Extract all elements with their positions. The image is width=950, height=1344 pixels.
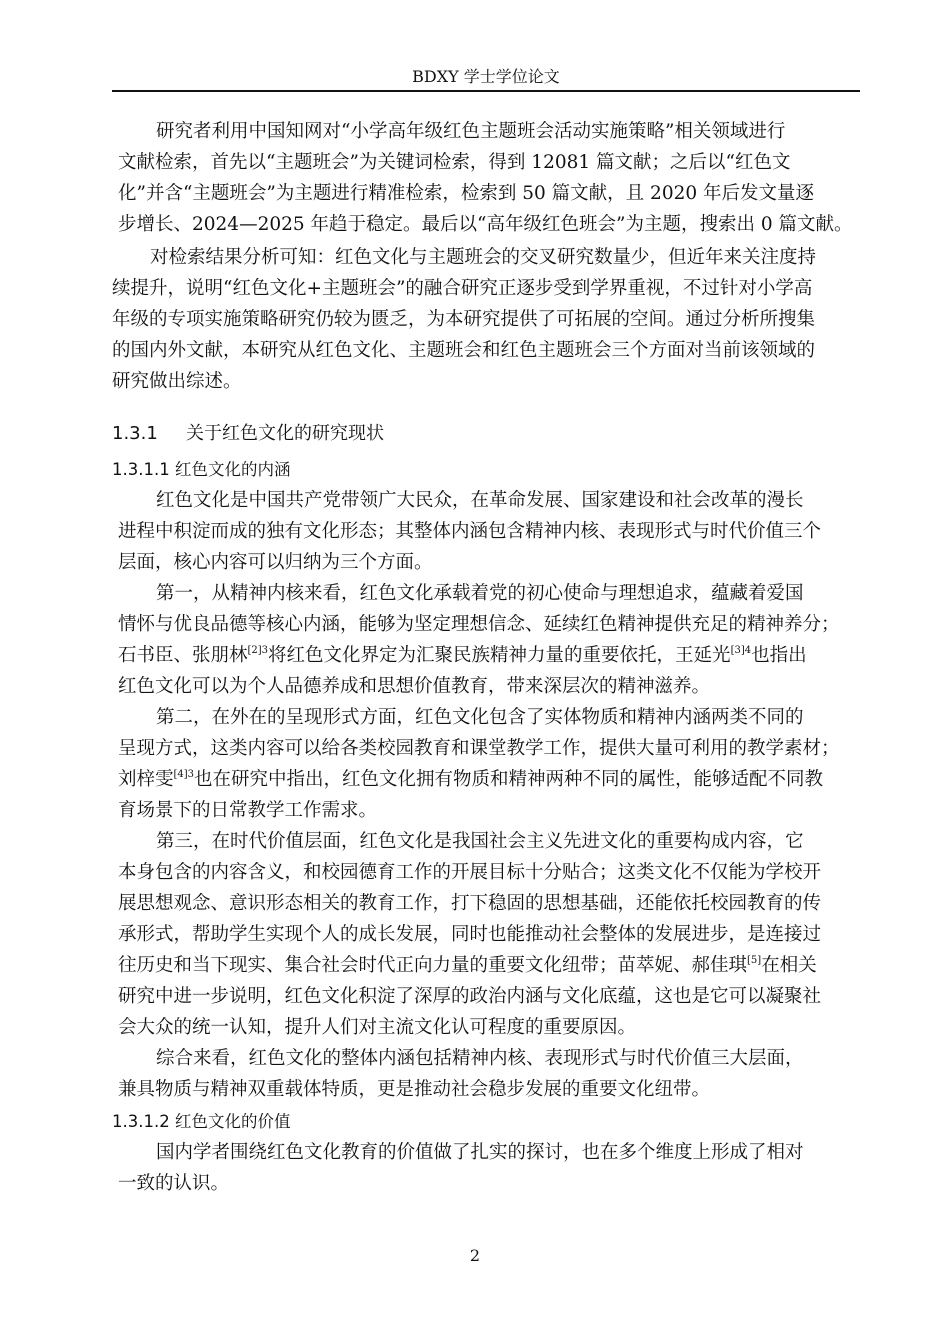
text-line: 文献检索，首先以“主题班会”为关键词检索，得到 12081 篇文献；之后以“红色文 (118, 152, 791, 173)
text-segment: 往历史和当下现实、集合社会时代正向力量的重要文化纽带；苗萃妮、郝佳琪 (118, 955, 748, 976)
text-segment: 也在研究中指出，红色文化拥有物质和精神两种不同的属性，能够适配不同教 (194, 769, 824, 790)
text-line: 研究中进一步说明，红色文化积淀了深厚的政治内涵与文化底蕴，这也是它可以凝聚社 (118, 986, 822, 1007)
connotation-paragraph-4 (112, 826, 864, 1043)
text-line: 第三，在时代价值层面，红色文化是我国社会主义先进文化的重要构成内容，它 (156, 831, 804, 852)
section-title: 关于红色文化的研究现状 (186, 423, 384, 444)
text-line: 本身包含的内容含义，和校园德育工作的开展目标十分贴合；这类文化不仅能为学校开 (118, 862, 822, 883)
text-line: 化”并含“主题班会”为主题进行精准检索，检索到 50 篇文献，且 2020 年后发文量逐 (118, 183, 815, 204)
text-line: 一致的认识。 (118, 1173, 230, 1194)
text-line: 国内学者围绕红色文化教育的价值做了扎实的探讨，也在多个维度上形成了相对 (156, 1142, 804, 1163)
text-line-with-citation (112, 950, 864, 981)
text-line: 承形式，帮助学生实现个人的成长发展，同时也能推动社会整体的发展进步，是连接过 (118, 924, 822, 945)
connotation-paragraph-2 (112, 578, 864, 702)
text-line: 研究做出综述。 (112, 371, 242, 392)
text-line: 综合来看，红色文化的整体内涵包括精神内核、表现形式与时代价值三大层面， (156, 1048, 804, 1069)
text-line: 兼具物质与精神双重载体特质，更是推动社会稳步发展的重要文化纽带。 (118, 1079, 711, 1100)
citation-ref: [2]3 (247, 645, 269, 656)
intro-paragraph-2 (112, 242, 864, 397)
intro-paragraph-1 (112, 116, 864, 240)
citation-ref: [5] (747, 955, 762, 966)
citation-ref: [4]3 (173, 769, 195, 780)
text-line: 进程中积淀而成的独有文化形态；其整体内涵包含精神内核、表现形式与时代价值三个 (118, 521, 822, 542)
text-line-with-citation (112, 640, 864, 671)
text-segment: 也指出 (751, 645, 807, 666)
text-line: 第一，从精神内核来看，红色文化承载着党的初心使命与理想追求，蕴藏着爱国 (156, 583, 804, 604)
text-line: 情怀与优良品德等核心内涵，能够为坚定理想信念、延续红色精神提供充足的精神养分； (118, 614, 840, 635)
section-heading-1-3-1 (112, 419, 864, 449)
connotation-paragraph-1 (112, 485, 864, 578)
running-header: BDXY 学士学位论文 (412, 67, 560, 86)
citation-ref: [3]4 (730, 645, 752, 656)
text-line: 年级的专项实施策略研究仍较为匮乏，为本研究提供了可拓展的空间。通过分析所搜集 (112, 309, 816, 330)
header-divider (112, 90, 860, 92)
text-line: 育场景下的日常教学工作需求。 (118, 800, 378, 821)
author-names: 刘梓雯 (118, 769, 174, 790)
text-line: 层面，核心内容可以归纳为三个方面。 (118, 552, 433, 573)
author-names: 石书臣、张朋林 (118, 645, 248, 666)
connotation-paragraph-3 (112, 702, 864, 826)
value-paragraph-1 (112, 1137, 864, 1199)
page-body (112, 116, 864, 1199)
section-number: 1.3.1 (112, 423, 158, 444)
text-line: 红色文化可以为个人品德养成和思想价值教育，带来深层次的精神滋养。 (118, 676, 711, 697)
text-line: 研究者利用中国知网对“小学高年级红色主题班会活动实施策略”相关领域进行 (156, 121, 786, 142)
text-segment: 将红色文化界定为汇聚民族精神力量的重要依托，王延光 (268, 645, 731, 666)
text-line: 红色文化是中国共产党带领广大民众，在革命发展、国家建设和社会改革的漫长 (156, 490, 804, 511)
text-line: 步增长、2024—2025 年趋于稳定。最后以“高年级红色班会”为主题，搜索出 0 篇文献。 (118, 214, 853, 235)
subsection-heading-1-3-1-2: 1.3.1.2 红色文化的价值 (112, 1112, 291, 1131)
text-segment: 在相关 (761, 955, 817, 976)
text-line: 第二，在外在的呈现形式方面，红色文化包含了实体物质和精神内涵两类不同的 (156, 707, 804, 728)
text-line: 续提升，说明“红色文化+主题班会”的融合研究正逐步受到学界重视，不过针对小学高 (112, 278, 813, 299)
text-line: 的国内外文献，本研究从红色文化、主题班会和红色主题班会三个方面对当前该领域的 (112, 340, 816, 361)
connotation-paragraph-5 (112, 1043, 864, 1105)
text-line: 对检索结果分析可知：红色文化与主题班会的交叉研究数量少，但近年来关注度持 (150, 247, 817, 268)
subsection-heading-1-3-1-1: 1.3.1.1 红色文化的内涵 (112, 460, 291, 479)
text-line-with-citation (112, 764, 864, 795)
page-number: 2 (469, 1246, 481, 1265)
text-line: 会大众的统一认知，提升人们对主流文化认可程度的重要原因。 (118, 1017, 637, 1038)
text-line: 呈现方式，这类内容可以给各类校园教育和课堂教学工作，提供大量可利用的教学素材； (118, 738, 840, 759)
text-line: 展思想观念、意识形态相关的教育工作，打下稳固的思想基础，还能依托校园教育的传 (118, 893, 822, 914)
